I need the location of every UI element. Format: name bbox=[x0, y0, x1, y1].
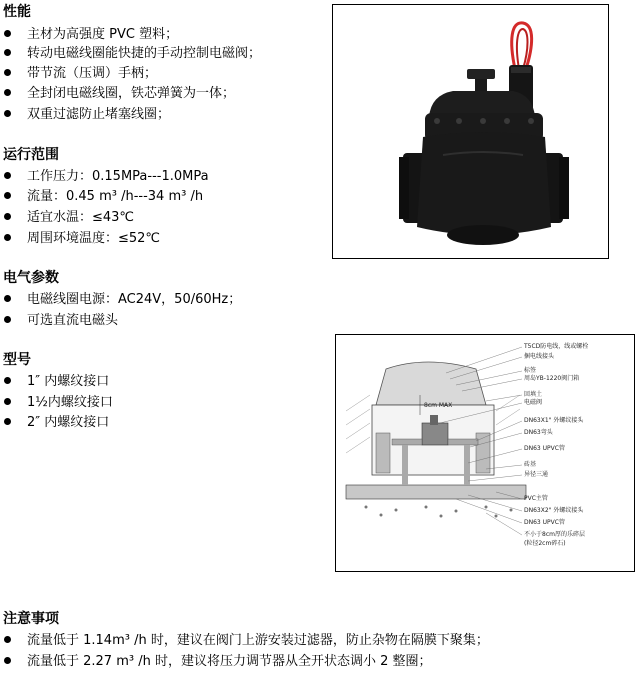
item-text: 1½内螺纹接口 bbox=[27, 395, 113, 410]
bullet bbox=[4, 377, 11, 384]
diagram-label: 捆电线接头 bbox=[524, 353, 555, 360]
bullet bbox=[4, 636, 11, 643]
valve-photo bbox=[332, 4, 609, 259]
list-item bbox=[4, 312, 118, 330]
item-text: 2″ 内螺纹接口 bbox=[27, 415, 110, 430]
diagram-label: 电磁阀 bbox=[524, 399, 543, 406]
list-item bbox=[4, 230, 160, 248]
bullet bbox=[4, 30, 11, 37]
list-item bbox=[4, 26, 178, 44]
list-item bbox=[4, 209, 134, 227]
diagram-label: DN63X2" 外螺纹接头 bbox=[524, 507, 584, 514]
list-item bbox=[4, 653, 432, 671]
installation-diagram bbox=[335, 334, 635, 572]
bullet bbox=[4, 69, 11, 76]
diagram-label: DN63X1" 外螺纹接头 bbox=[524, 417, 584, 424]
bullet bbox=[4, 657, 11, 664]
dimension-label: 8cm MAX bbox=[424, 402, 453, 409]
list-item bbox=[4, 188, 203, 206]
bullet bbox=[4, 110, 11, 117]
diagram-label: 回填土 bbox=[524, 391, 543, 398]
bullet bbox=[4, 234, 11, 241]
section-title-models: 型号 bbox=[3, 352, 31, 368]
item-text: 可选直流电磁头 bbox=[27, 313, 119, 328]
bullet bbox=[4, 418, 11, 425]
item-text: 带节流（压调）手柄； bbox=[27, 66, 158, 81]
valve-box-installation-diagram bbox=[336, 335, 634, 571]
diagram-label: DN63弯头 bbox=[524, 429, 553, 436]
item-text: 主材为高强度 PVC 塑料； bbox=[27, 27, 179, 42]
diagram-label: DN63 UPVC管 bbox=[524, 445, 565, 452]
bullet bbox=[4, 192, 11, 199]
item-text: 流量低于 1.14m³ /h 时，建议在阀门上游安装过滤器，防止杂物在隔膜下聚集； bbox=[27, 633, 489, 648]
solenoid-valve-image bbox=[333, 5, 608, 258]
bullet bbox=[4, 213, 11, 220]
bullet bbox=[4, 89, 11, 96]
diagram-label: 不小于8cm厚的乐碎层 bbox=[524, 531, 585, 538]
list-item bbox=[4, 65, 157, 83]
list-item bbox=[4, 45, 261, 63]
list-item bbox=[4, 373, 109, 391]
diagram-label: DN63 UPVC管 bbox=[524, 519, 565, 526]
item-text: 流量低于 2.27 m³ /h 时，建议将压力调节器从全开状态调小 2 整圈； bbox=[27, 654, 432, 669]
section-title-notes: 注意事项 bbox=[3, 611, 59, 627]
item-text: 适宜水温：≤43℃ bbox=[27, 210, 135, 225]
list-item bbox=[4, 394, 113, 412]
section-title-electrical: 电气参数 bbox=[3, 270, 59, 286]
section-title-range: 运行范围 bbox=[3, 147, 59, 163]
bullet bbox=[4, 49, 11, 56]
list-item bbox=[4, 168, 209, 186]
list-item bbox=[4, 291, 241, 309]
bullet bbox=[4, 172, 11, 179]
diagram-label: (粒径2cm碎石) bbox=[524, 540, 566, 547]
diagram-label: PVC主管 bbox=[524, 495, 548, 502]
item-text: 转动电磁线圈能快捷的手动控制电磁阀； bbox=[27, 46, 262, 61]
diagram-label: 标签 bbox=[524, 367, 537, 374]
diagram-label: 砖基 bbox=[524, 461, 537, 468]
item-text: 流量：0.45 m³ /h---34 m³ /h bbox=[27, 189, 204, 204]
bullet bbox=[4, 295, 11, 302]
list-item bbox=[4, 414, 109, 432]
item-text: 周围环境温度：≤52℃ bbox=[27, 231, 161, 246]
diagram-label: 周岛YB-1220阀门箱 bbox=[524, 375, 580, 382]
list-item bbox=[4, 85, 235, 103]
list-item bbox=[4, 106, 170, 124]
section-title-performance: 性能 bbox=[3, 4, 31, 20]
diagram-label: 异径三通 bbox=[524, 471, 549, 478]
diagram-label: T5CD防电线，线或螺栓 bbox=[524, 343, 589, 350]
item-text: 全封闭电磁线圈，铁芯弹簧为一体； bbox=[27, 86, 236, 101]
bullet bbox=[4, 316, 11, 323]
item-text: 1″ 内螺纹接口 bbox=[27, 374, 110, 389]
item-text: 电磁线圈电源：AC24V，50/60Hz； bbox=[27, 292, 242, 307]
list-item bbox=[4, 632, 489, 650]
bullet bbox=[4, 398, 11, 405]
item-text: 双重过滤防止堵塞线圈； bbox=[27, 107, 171, 122]
item-text: 工作压力：0.15MPa---1.0MPa bbox=[27, 169, 209, 184]
